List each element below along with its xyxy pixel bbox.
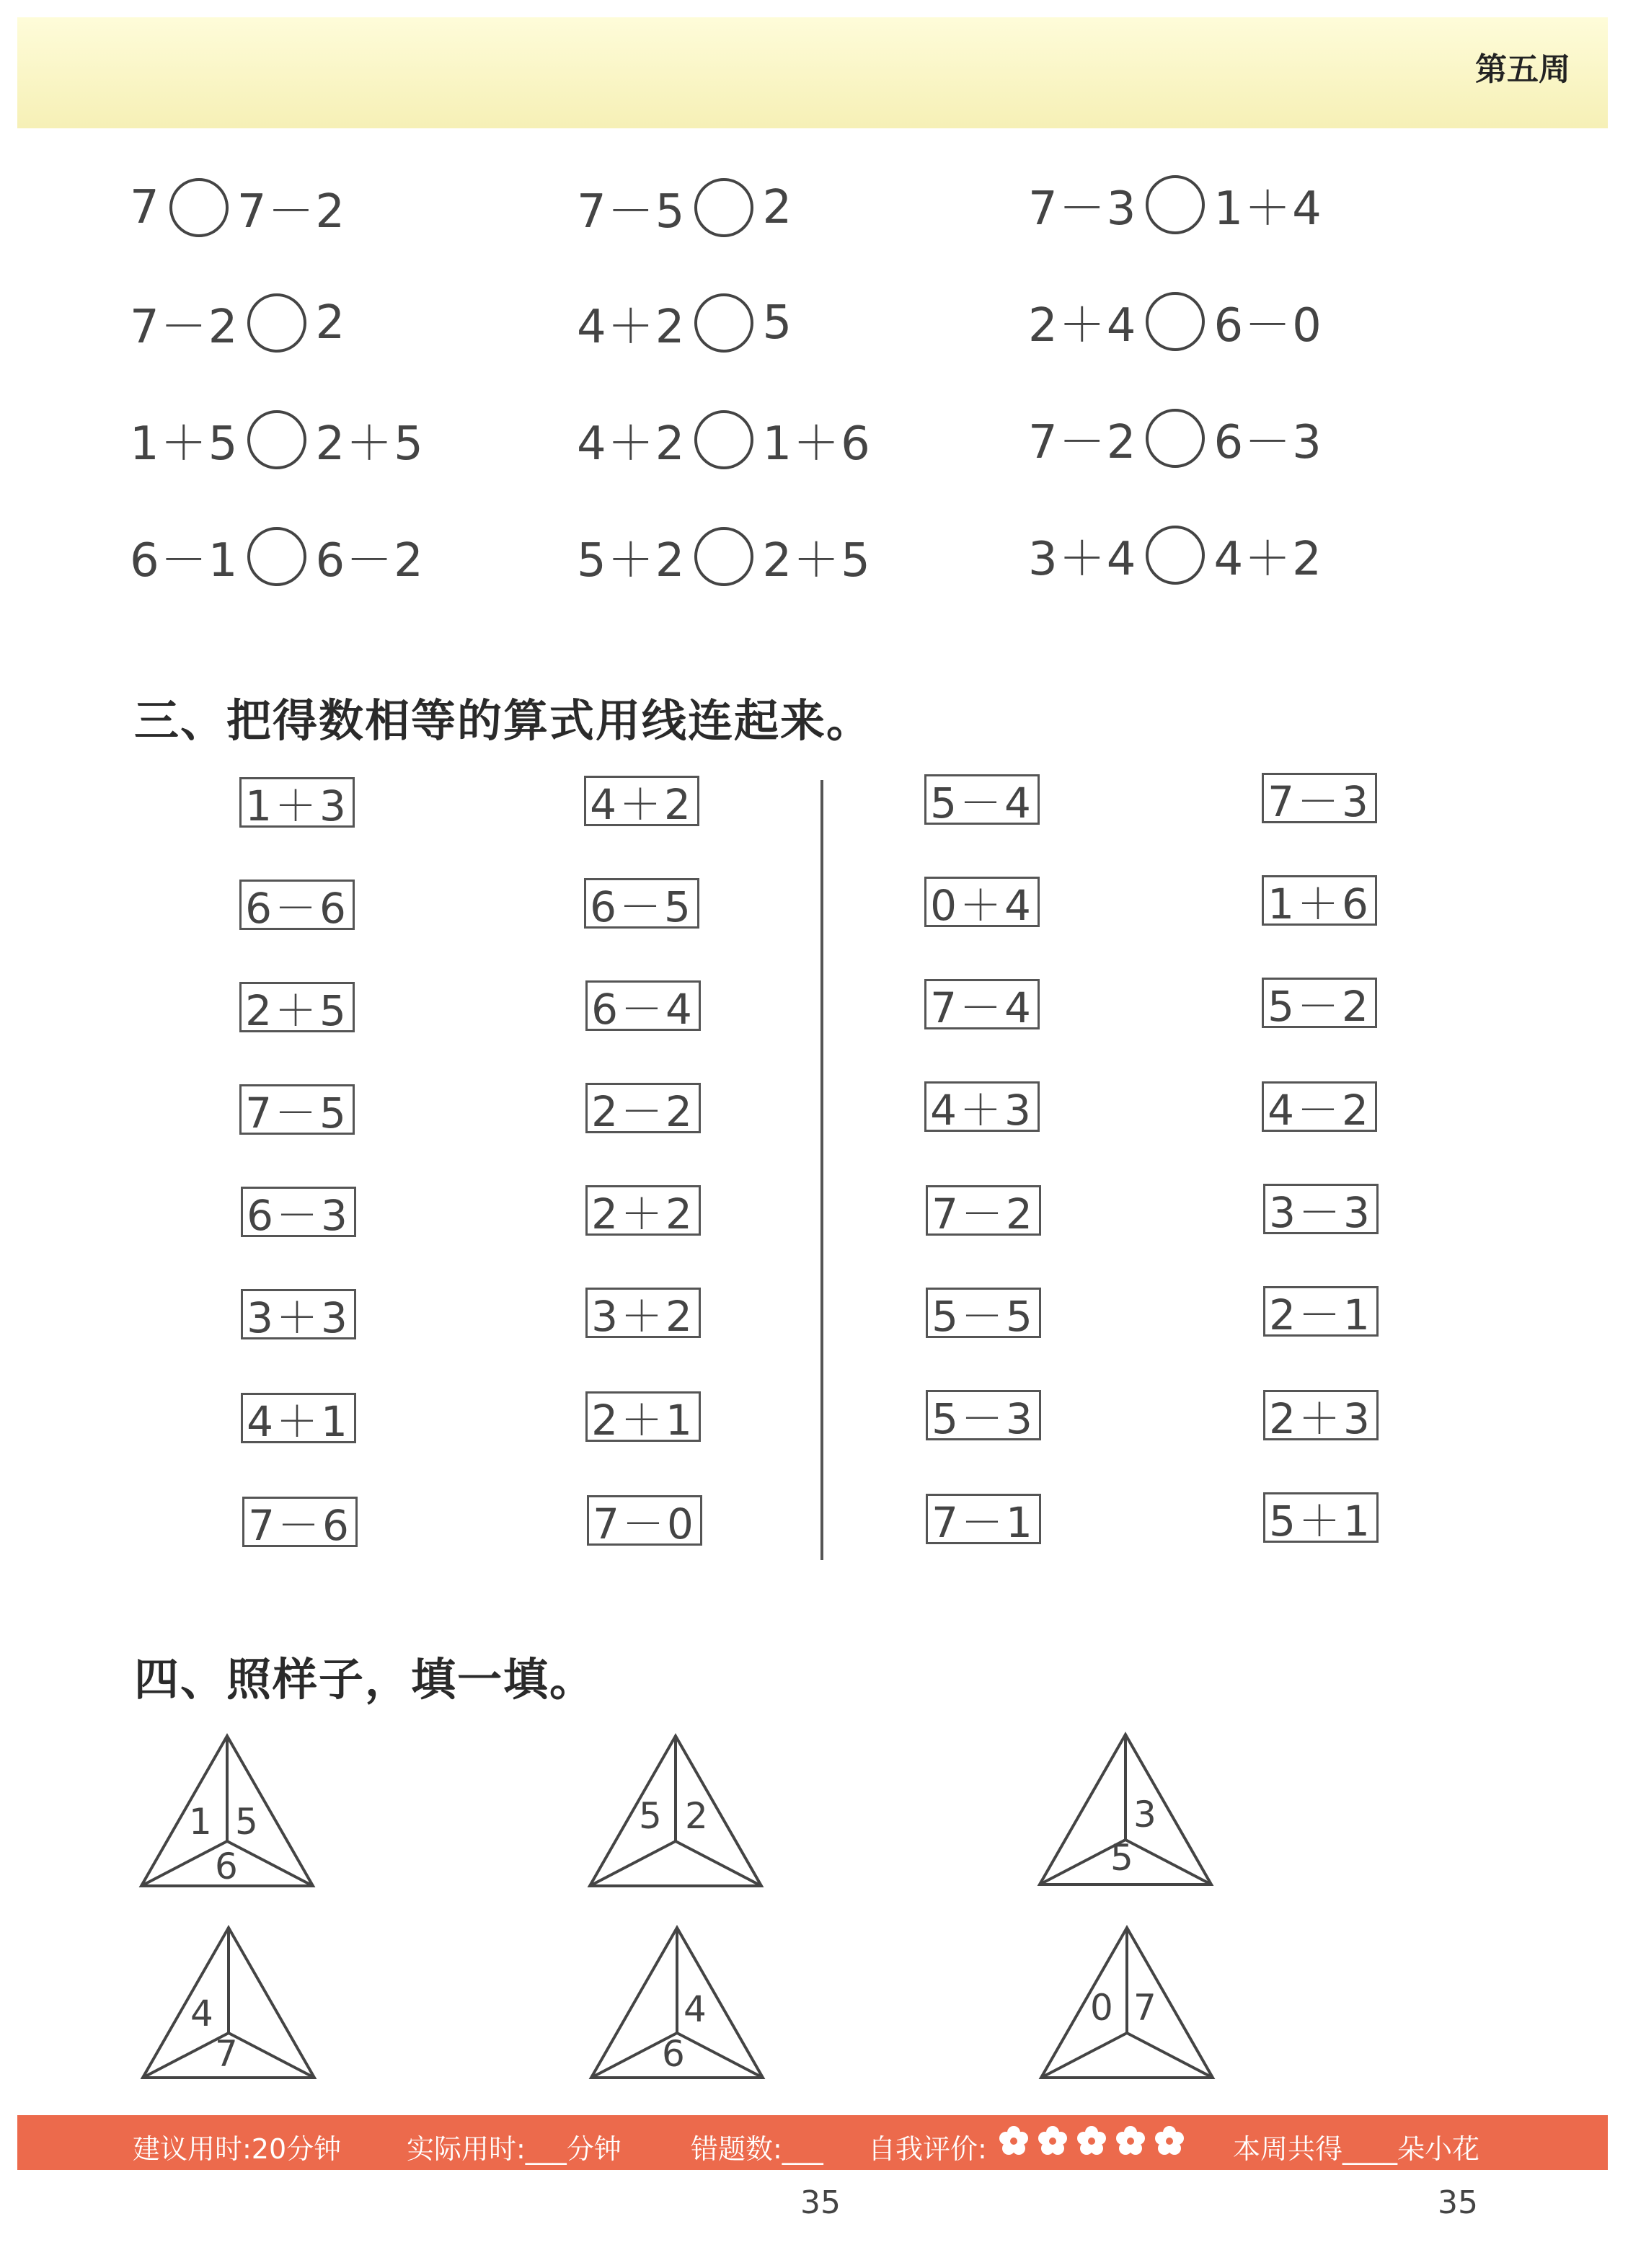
flower-icon[interactable] (1076, 2125, 1107, 2157)
expr-right: 6－3 (1213, 416, 1323, 469)
expression-box[interactable]: 1＋3 (239, 777, 355, 828)
week-label: 第五周 (1475, 51, 1570, 88)
triangle-right-number[interactable]: 2 (685, 1795, 708, 1837)
expression-box[interactable]: 5－5 (926, 1288, 1041, 1338)
triangle-right-number[interactable]: 3 (1133, 1794, 1156, 1835)
expr-left: 7 (130, 181, 161, 234)
answer-circle[interactable] (247, 410, 306, 469)
flower-rating[interactable] (998, 2125, 1185, 2157)
triangle-bottom-number[interactable]: 6 (662, 2033, 685, 2075)
expression-box[interactable]: 0＋4 (924, 877, 1040, 927)
expression-box[interactable]: 3＋2 (585, 1288, 701, 1338)
expr-left: 1＋5 (130, 417, 239, 471)
expression-box[interactable]: 5－3 (926, 1390, 1041, 1440)
answer-circle[interactable] (1146, 409, 1205, 468)
answer-circle[interactable] (694, 410, 753, 469)
comparison-item (1028, 170, 1323, 239)
expression-box[interactable]: 5－4 (924, 774, 1040, 825)
triangle-right-number[interactable]: 4 (684, 1988, 707, 2030)
expression-box[interactable]: 7－1 (926, 1494, 1041, 1544)
expression-box[interactable]: 4＋1 (241, 1393, 356, 1443)
number-triangle (138, 1923, 319, 2082)
expression-box[interactable]: 2＋5 (239, 982, 355, 1032)
expression-box[interactable]: 2－2 (585, 1083, 701, 1133)
expr-right: 2＋5 (315, 417, 425, 471)
expr-left: 7－5 (577, 185, 686, 239)
expr-right: 4＋2 (1213, 533, 1323, 586)
expr-right: 6－0 (1213, 299, 1323, 353)
answer-circle[interactable] (1146, 526, 1205, 585)
expr-left: 5＋2 (577, 534, 686, 588)
expr-left: 4＋2 (577, 301, 686, 354)
number-triangle (1037, 1923, 1217, 2082)
expression-box[interactable]: 5＋1 (1263, 1492, 1379, 1543)
expression-box[interactable]: 7－3 (1262, 773, 1377, 823)
expr-left: 4＋2 (577, 417, 686, 471)
expression-box[interactable]: 2＋3 (1263, 1390, 1379, 1440)
expression-box[interactable]: 2＋1 (585, 1391, 701, 1442)
triangle-bottom-number[interactable]: 5 (1110, 1837, 1133, 1879)
number-triangle (137, 1732, 317, 1890)
expression-box[interactable]: 6－4 (585, 980, 701, 1031)
expression-box[interactable]: 7－4 (924, 979, 1040, 1029)
expr-right: 6－2 (315, 534, 425, 588)
self-evaluation-label: 自我评价: (868, 2133, 987, 2165)
expr-right: 7－2 (236, 185, 347, 239)
expr-left: 3＋4 (1028, 533, 1138, 586)
expression-box[interactable]: 2＋2 (585, 1185, 701, 1236)
triangle-left-number[interactable]: 1 (189, 1801, 212, 1843)
expression-box[interactable]: 5－2 (1262, 978, 1377, 1028)
suggested-time: 建议用时:20分钟 (133, 2133, 342, 2165)
triangle-right-number[interactable]: 7 (1133, 1987, 1156, 2029)
comparison-item (577, 405, 872, 474)
expression-box[interactable]: 6－6 (239, 880, 355, 930)
actual-time: 实际用时:___分钟 (407, 2133, 621, 2165)
comparison-item (130, 522, 425, 591)
comparison-item (577, 173, 793, 242)
expr-right: 5 (762, 296, 794, 350)
expression-box[interactable]: 3－3 (1263, 1184, 1379, 1234)
expr-right: 1＋4 (1213, 182, 1323, 236)
comparison-item (1028, 404, 1323, 473)
expression-box[interactable]: 4－2 (1262, 1081, 1377, 1132)
number-triangle (587, 1923, 767, 2082)
triangle-bottom-number[interactable]: 7 (215, 2033, 238, 2075)
triangle-left-number[interactable]: 5 (639, 1795, 662, 1837)
expr-left: 7－3 (1028, 182, 1138, 236)
expression-box[interactable]: 2－1 (1263, 1286, 1379, 1337)
expr-left: 2＋4 (1028, 299, 1138, 353)
expression-box[interactable]: 4＋3 (924, 1081, 1040, 1132)
comparison-item (1028, 521, 1323, 590)
answer-circle[interactable] (1146, 175, 1205, 234)
comparison-item (130, 173, 346, 242)
error-count: 错题数:___ (691, 2133, 823, 2165)
expression-box[interactable]: 4＋2 (584, 776, 699, 826)
expr-right: 2＋5 (762, 534, 872, 588)
flower-icon[interactable] (1115, 2125, 1146, 2157)
expression-box[interactable]: 7－2 (926, 1185, 1041, 1236)
footer-bar (17, 2115, 1608, 2170)
column-divider (820, 780, 823, 1560)
comparison-item (577, 522, 872, 591)
expr-left: 7－2 (130, 301, 239, 354)
section4-title: 四、照样子，填一填。 (134, 1653, 596, 1706)
expression-box[interactable]: 7－5 (239, 1084, 355, 1135)
triangle-shape (585, 1732, 766, 1890)
answer-circle[interactable] (169, 178, 229, 237)
expr-right: 2 (315, 296, 347, 350)
number-triangle (585, 1732, 766, 1890)
comparison-item (130, 288, 346, 358)
triangle-right-number[interactable]: 5 (235, 1801, 258, 1843)
page-number-right: 35 (1438, 2184, 1478, 2221)
expression-box[interactable]: 7－6 (242, 1497, 358, 1547)
triangle-shape (1037, 1923, 1217, 2082)
header-band (17, 17, 1608, 128)
expression-box[interactable]: 1＋6 (1262, 875, 1377, 926)
answer-circle[interactable] (247, 293, 306, 353)
answer-circle[interactable] (1146, 292, 1205, 351)
answer-circle[interactable] (247, 527, 306, 586)
triangle-left-number[interactable]: 4 (190, 1993, 213, 2034)
answer-circle[interactable] (694, 527, 753, 586)
expr-right: 1＋6 (762, 417, 872, 471)
expr-left: 7－2 (1028, 416, 1138, 469)
section3-title: 三、把得数相等的算式用线连起来。 (134, 694, 873, 747)
expr-right: 2 (762, 181, 794, 234)
comparison-item (577, 288, 793, 358)
page-number-left: 35 (800, 2184, 841, 2221)
weekly-flower-total: 本周共得____朵小花 (1233, 2133, 1480, 2165)
expression-box[interactable]: 6－5 (584, 878, 699, 929)
flower-icon[interactable] (998, 2125, 1030, 2157)
number-triangle (1035, 1730, 1216, 1889)
expr-left: 6－1 (130, 534, 239, 588)
expression-box[interactable]: 3＋3 (241, 1289, 356, 1339)
answer-circle[interactable] (694, 178, 753, 237)
triangle-bottom-number[interactable]: 6 (215, 1846, 238, 1887)
comparison-item (130, 405, 425, 474)
flower-icon[interactable] (1037, 2125, 1069, 2157)
expression-box[interactable]: 6－3 (241, 1187, 356, 1237)
triangle-left-number[interactable]: 0 (1090, 1987, 1113, 2029)
flower-icon[interactable] (1154, 2125, 1185, 2157)
expression-box[interactable]: 7－0 (587, 1495, 702, 1546)
comparison-item (1028, 287, 1323, 356)
answer-circle[interactable] (694, 293, 753, 353)
